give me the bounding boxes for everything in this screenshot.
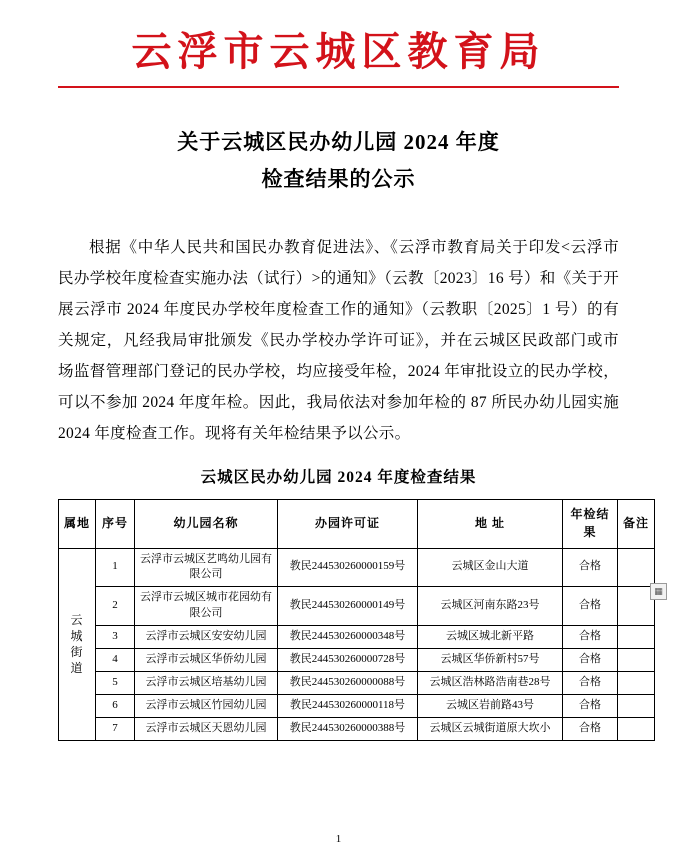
masthead-title: 云浮市云城区教育局: [131, 28, 546, 75]
remark: [618, 626, 655, 649]
document-title-line1: 关于云城区民办幼儿园 2024 年度: [177, 130, 500, 154]
inspection-result: 合格: [563, 672, 618, 695]
scroll-handle-icon[interactable]: ▦: [650, 583, 667, 600]
table-row: [59, 649, 655, 672]
masthead: [58, 18, 619, 88]
license-number: 教民244530260000728号: [278, 649, 418, 672]
area-label: 云 城 街 道: [70, 612, 84, 676]
column-header-remark: 备注: [618, 499, 655, 548]
address: 云城区云城街道原大坎小: [418, 718, 563, 741]
kindergarten-name: 云浮市云城区安安幼儿园: [135, 626, 278, 649]
address: 云城区浩林路浩南巷28号: [418, 672, 563, 695]
table-row: [59, 695, 655, 718]
table-row: [59, 718, 655, 741]
table-row: [59, 626, 655, 649]
table-body: [59, 548, 655, 740]
inspection-result: 合格: [563, 626, 618, 649]
address: 云城区岩前路43号: [418, 695, 563, 718]
kindergarten-name: 云浮市云城区竹园幼儿园: [135, 695, 278, 718]
kindergarten-name: 云浮市云城区培基幼儿园: [135, 672, 278, 695]
remark: [618, 548, 655, 587]
inspection-result-table: [58, 499, 655, 741]
kindergarten-name: 云浮市云城区天恩幼儿园: [135, 718, 278, 741]
column-header-license: 办园许可证: [278, 499, 418, 548]
license-number: 教民244530260000159号: [278, 548, 418, 587]
remark: [618, 695, 655, 718]
address: 云城区金山大道: [418, 548, 563, 587]
column-header-no: 序号: [96, 499, 135, 548]
remark: [618, 718, 655, 741]
column-header-area: 属地: [59, 499, 96, 548]
inspection-result: 合格: [563, 548, 618, 587]
row-number: 4: [96, 649, 135, 672]
address: 云城区河南东路23号: [418, 587, 563, 626]
table-row: [59, 672, 655, 695]
license-number: 教民244530260000149号: [278, 587, 418, 626]
page-number: 1: [335, 833, 342, 845]
license-number: 教民244530260000088号: [278, 672, 418, 695]
table-row: [59, 548, 655, 587]
area-cell: [59, 548, 96, 740]
document-title-line2: 检查结果的公示: [261, 166, 416, 191]
inspection-result: 合格: [563, 587, 618, 626]
license-number: 教民244530260000388号: [278, 718, 418, 741]
column-header-result: 年检结果: [563, 499, 618, 548]
kindergarten-name: 云浮市云城区城市花园幼有限公司: [135, 587, 278, 626]
address: 云城区华侨新村57号: [418, 649, 563, 672]
remark: [618, 587, 655, 626]
inspection-result: 合格: [563, 718, 618, 741]
inspection-result: 合格: [563, 649, 618, 672]
table-header: [59, 499, 655, 548]
table-caption: 云城区民办幼儿园 2024 年度检查结果: [200, 468, 477, 486]
address: 云城区城北新平路: [418, 626, 563, 649]
masthead-divider: [58, 86, 619, 88]
license-number: 教民244530260000348号: [278, 626, 418, 649]
row-number: 6: [96, 695, 135, 718]
license-number: 教民244530260000118号: [278, 695, 418, 718]
document-title: [58, 124, 619, 198]
row-number: 2: [96, 587, 135, 626]
column-header-name: 幼儿园名称: [135, 499, 278, 548]
kindergarten-name: 云浮市云城区艺鸣幼儿园有限公司: [135, 548, 278, 587]
row-number: 7: [96, 718, 135, 741]
body-paragraph: 根据《中华人民共和国民办教育促进法》、《云浮市教育局关于印发<云浮市民办学校年度检查实施办法（试行）>的通知》（云教〔2023〕16 号）和《关于开展云浮市 2024 年度民办学校年度检查工作的通知》（云教职〔2025〕1 号）的有关规定，凡经我局审批颁发《民办学校办学许可证》，并在云城区民政部门或市场监督管理部门登记的民办学校，均应接受年检，2024 年审批设立的民办学校，可以不参加 2024 年度年检。因此，我局依法对参加年检的 87 所民办幼儿园实施 2024 年度检查工作。现将有关年检结果予以公示。: [58, 238, 619, 442]
row-number: 1: [96, 548, 135, 587]
row-number: 3: [96, 626, 135, 649]
column-header-address: 地 址: [418, 499, 563, 548]
kindergarten-name: 云浮市云城区华侨幼儿园: [135, 649, 278, 672]
row-number: 5: [96, 672, 135, 695]
table-row: [59, 587, 655, 626]
remark: [618, 649, 655, 672]
table-header-row: [59, 499, 655, 548]
inspection-result: 合格: [563, 695, 618, 718]
remark: [618, 672, 655, 695]
